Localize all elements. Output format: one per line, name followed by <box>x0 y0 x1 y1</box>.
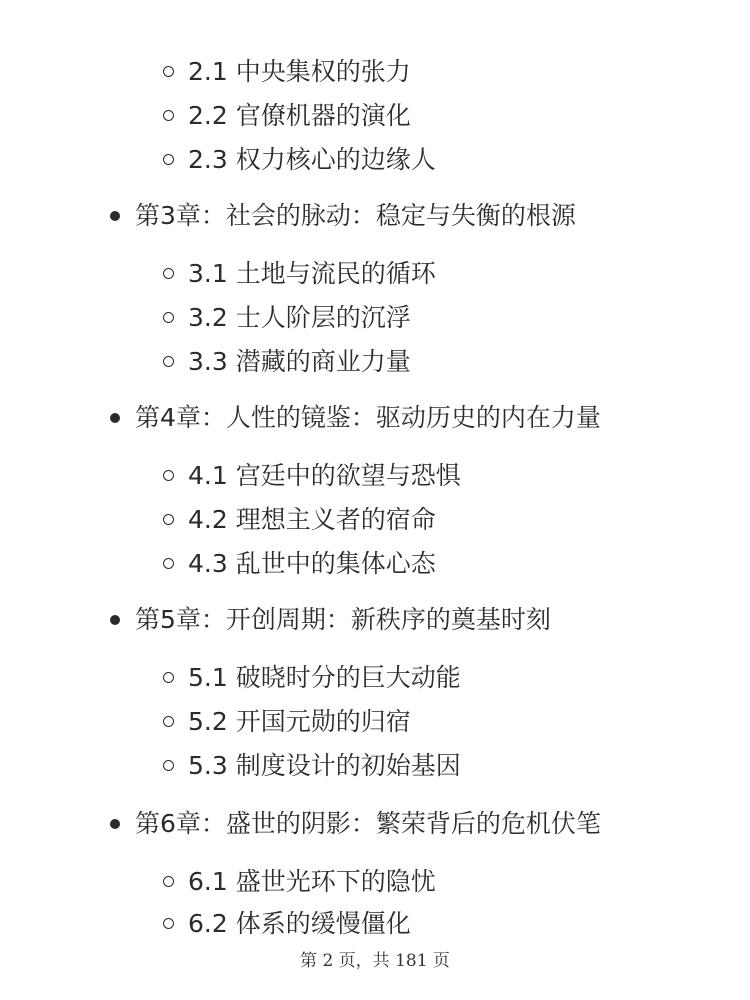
toc-section-item[interactable] <box>0 700 750 744</box>
section-title: 3.1 土地与流民的循环 <box>188 259 436 288</box>
bullet-circle-icon <box>163 470 174 481</box>
bullet-circle-icon <box>163 356 174 367</box>
section-title: 4.2 理想主义者的宿命 <box>188 505 436 534</box>
bullet-circle-icon <box>163 268 174 279</box>
page-number-footer: 第 2 页，共 181 页 <box>300 951 450 971</box>
toc-section-item[interactable] <box>0 860 750 904</box>
bullet-circle-icon <box>163 918 174 929</box>
toc-section-item[interactable] <box>0 138 750 182</box>
bullet-disc-icon <box>110 211 120 221</box>
chapter-title: 第5章：开创周期：新秩序的奠基时刻 <box>135 605 551 634</box>
bullet-circle-icon <box>163 110 174 121</box>
bullet-circle-icon <box>163 760 174 771</box>
bullet-circle-icon <box>163 558 174 569</box>
bullet-disc-icon <box>110 819 120 829</box>
toc-section-item[interactable] <box>0 252 750 296</box>
section-title: 5.3 制度设计的初始基因 <box>188 751 461 780</box>
toc-chapter-item[interactable] <box>0 598 750 642</box>
toc-section-item[interactable] <box>0 94 750 138</box>
chapter-title: 第4章：人性的镜鉴：驱动历史的内在力量 <box>135 403 601 432</box>
bullet-circle-icon <box>163 154 174 165</box>
section-title: 2.1 中央集权的张力 <box>188 57 411 86</box>
toc-chapter-item[interactable] <box>0 802 750 846</box>
section-title: 6.1 盛世光环下的隐忧 <box>188 867 436 896</box>
toc-section-item[interactable] <box>0 902 750 946</box>
bullet-disc-icon <box>110 615 120 625</box>
bullet-circle-icon <box>163 312 174 323</box>
toc-section-item[interactable] <box>0 656 750 700</box>
toc-section-item[interactable] <box>0 498 750 542</box>
bullet-circle-icon <box>163 876 174 887</box>
chapter-title: 第3章：社会的脉动：稳定与失衡的根源 <box>135 201 576 230</box>
bullet-circle-icon <box>163 66 174 77</box>
bullet-circle-icon <box>163 716 174 727</box>
section-title: 5.1 破晓时分的巨大动能 <box>188 663 461 692</box>
section-title: 6.2 体系的缓慢僵化 <box>188 909 411 938</box>
section-title: 4.1 宫廷中的欲望与恐惧 <box>188 461 461 490</box>
toc-section-item[interactable] <box>0 340 750 384</box>
section-title: 5.2 开国元勋的归宿 <box>188 707 411 736</box>
section-title: 2.3 权力核心的边缘人 <box>188 145 436 174</box>
toc-section-item[interactable] <box>0 542 750 586</box>
toc-section-item[interactable] <box>0 454 750 498</box>
section-title: 3.3 潜藏的商业力量 <box>188 347 411 376</box>
toc-section-item[interactable] <box>0 744 750 788</box>
section-title: 4.3 乱世中的集体心态 <box>188 549 436 578</box>
toc-section-item[interactable] <box>0 296 750 340</box>
bullet-circle-icon <box>163 514 174 525</box>
bullet-disc-icon <box>110 413 120 423</box>
toc-section-item[interactable] <box>0 50 750 94</box>
section-title: 2.2 官僚机器的演化 <box>188 101 411 130</box>
bullet-circle-icon <box>163 672 174 683</box>
section-title: 3.2 士人阶层的沉浮 <box>188 303 411 332</box>
toc-chapter-item[interactable] <box>0 396 750 440</box>
chapter-title: 第6章：盛世的阴影：繁荣背后的危机伏笔 <box>135 809 601 838</box>
toc-chapter-item[interactable] <box>0 194 750 238</box>
